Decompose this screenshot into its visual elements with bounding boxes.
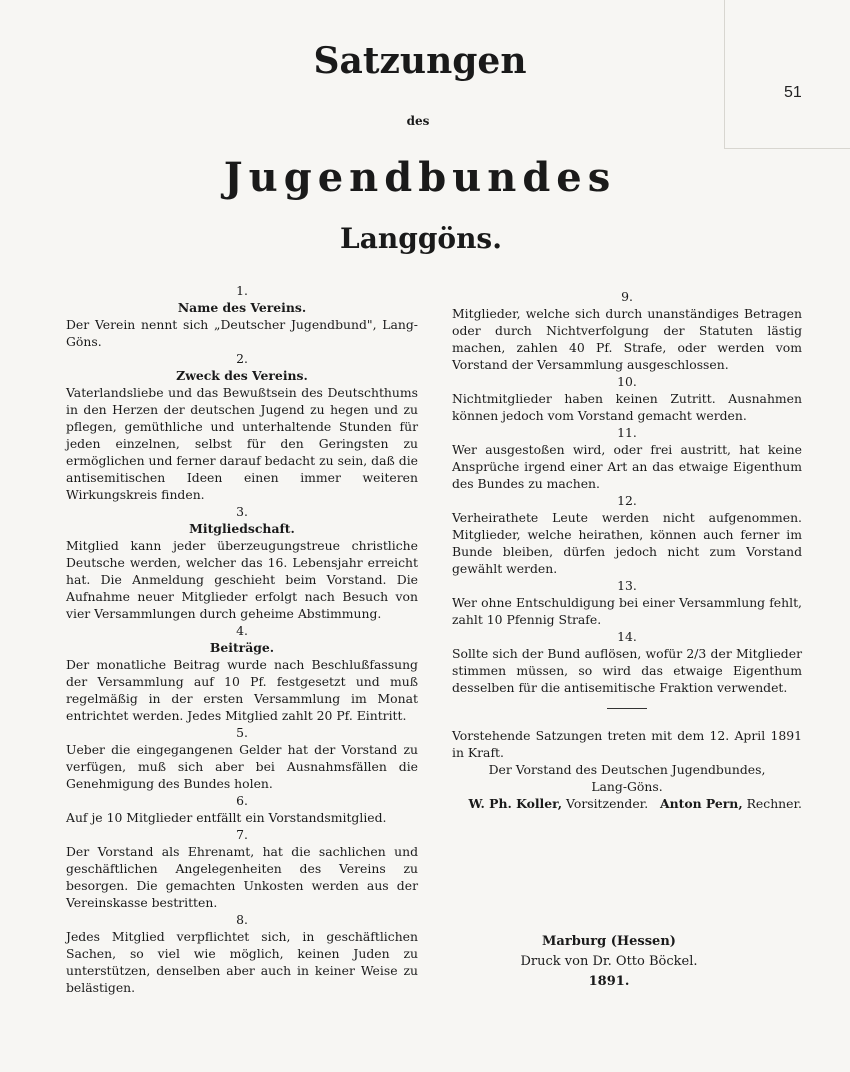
imprint-year: 1891. [588, 974, 630, 989]
section-10 [452, 373, 802, 424]
section-number: 8. [236, 912, 248, 927]
section-text: Jedes Mitglied verpflichtet sich, in geschäftlichen Sachen, so viel wie möglich, keinen Juden zu unterstützen, denselben aber auch in keiner Weise zu belästigen. [66, 929, 418, 995]
section-1 [66, 282, 418, 350]
section-text: Verheirathete Leute werden nicht aufgenommen. Mitglieder, welche heirathen, können auch ferner im Bunde bleiben, dürfen jedoch nicht zum Vorstand gewählt werden. [452, 510, 802, 576]
organization-name: Jugendbundes [223, 154, 617, 201]
section-number: 5. [236, 725, 248, 740]
section-13 [452, 577, 802, 628]
section-heading: Name des Vereins. [177, 300, 307, 315]
scan-corner-edge [724, 148, 850, 149]
section-text: Der Vorstand als Ehrenamt, hat die sachlichen und geschäftlichen Angelegenheiten des Vereins zu besorgen. Die gemachten Unkosten werden aus der Vereinskasse bestritten. [66, 844, 418, 910]
section-5 [66, 724, 418, 792]
imprint-city: Marburg (Hessen) [542, 934, 676, 949]
section-7 [66, 826, 418, 911]
section-text: Wer ohne Entschuldigung bei einer Versammlung fehlt, zahlt 10 Pfennig Strafe. [452, 595, 802, 627]
section-text: Der Verein nennt sich „Deutscher Jugendbund", Lang-Göns. [66, 317, 418, 349]
section-text: Ueber die eingegangenen Gelder hat der Vorstand zu verfügen, muß sich aber bei Ausnahmsfällen die Genehmigung des Bundes holen. [66, 742, 418, 791]
signatories [452, 795, 802, 812]
chair-title: Vorsitzender. [566, 796, 649, 811]
board-place: Lang-Göns. [591, 779, 663, 794]
section-9 [452, 288, 802, 373]
section-number: 11. [617, 425, 637, 440]
treasurer-title: Rechner. [746, 796, 802, 811]
title-connector: des [406, 114, 430, 128]
section-number: 10. [617, 374, 637, 389]
section-number: 12. [617, 493, 637, 508]
board-line: Der Vorstand des Deutschen Jugendbundes, [488, 762, 766, 777]
section-heading: Beiträge. [209, 640, 275, 655]
section-text: Mitglieder, welche sich durch unanständiges Betragen oder durch Nichtverfolgung der Statuten lästig machen, zahlen 40 Pf. Strafe, oder werden vom Vorstand der Versammlung ausgeschlossen. [452, 306, 802, 372]
section-number: 9. [621, 289, 633, 304]
section-heading: Mitgliedschaft. [189, 521, 295, 536]
imprint-printer: Druck von Dr. Otto Böckel. [520, 954, 698, 969]
section-6 [66, 792, 418, 826]
section-4 [66, 622, 418, 724]
section-14 [452, 628, 802, 696]
section-number: 3. [236, 504, 248, 519]
chair-name: W. Ph. Koller, [468, 796, 563, 811]
section-text: Vaterlandsliebe und das Bewußtsein des Deutschthums in den Herzen der deutschen Jugend zu hegen und zu pflegen, gemüthliche und unterhaltende Stunden für jeden einzelnen, selbst für den Geringsten zu ermöglichen und ferner darauf bedacht zu sein, daß die antisemitischen Ideen einen immer weiteren Wirkungskreis finden. [66, 385, 418, 502]
section-3 [66, 503, 418, 622]
effective-date-statement: Vorstehende Satzungen treten mit dem 12. April 1891 in Kraft. [452, 728, 802, 760]
section-number: 13. [617, 578, 637, 593]
treasurer-name: Anton Pern, [659, 796, 743, 811]
section-8 [66, 911, 418, 996]
section-number: 2. [236, 351, 248, 366]
section-number: 6. [236, 793, 248, 808]
section-text: Sollte sich der Bund auflösen, wofür 2/3 der Mitglieder stimmen müssen, so wird das etwaige Eigenthum desselben für die antisemitische Fraktion verwendet. [452, 646, 802, 695]
page-number: 51 [784, 84, 802, 101]
left-column [66, 282, 418, 996]
section-11 [452, 424, 802, 492]
section-text: Auf je 10 Mitglieder entfällt ein Vorstandsmitglied. [66, 810, 387, 825]
right-column [452, 288, 802, 812]
section-12 [452, 492, 802, 577]
section-text: Nichtmitglieder haben keinen Zutritt. Ausnahmen können jedoch vom Vorstand gemacht werden. [452, 391, 802, 423]
section-text: Wer ausgestoßen wird, oder frei austritt, hat keine Ansprüche irgend einer Art an das etwaige Eigenthum des Bundes zu machen. [452, 442, 802, 491]
section-text: Mitglied kann jeder überzeugungstreue christliche Deutsche werden, welcher das 16. Lebensjahr erreicht hat. Die Anmeldung geschieht beim Vorstand. Die Aufnahme neuer Mitglieder erfolgt nach Besuch von vier Versammlungen durch geheime Abstimmung. [66, 538, 418, 621]
section-2 [66, 350, 418, 503]
section-number: 1. [236, 283, 248, 298]
section-number: 14. [617, 629, 637, 644]
section-heading: Zweck des Vereins. [176, 368, 308, 383]
imprint [500, 932, 718, 992]
section-number: 4. [236, 623, 248, 638]
section-text: Der monatliche Beitrag wurde nach Beschlußfassung der Versammlung auf 10 Pf. festgesetzt und muß regelmäßig in der ersten Versammlung im Monat entrichtet werden. Jedes Mitglied zahlt 20 Pf. Eintritt. [66, 657, 418, 723]
document-title: Satzungen [313, 40, 527, 82]
place-name: Langgöns. [340, 222, 502, 255]
section-number: 7. [236, 827, 248, 842]
divider [607, 708, 647, 709]
